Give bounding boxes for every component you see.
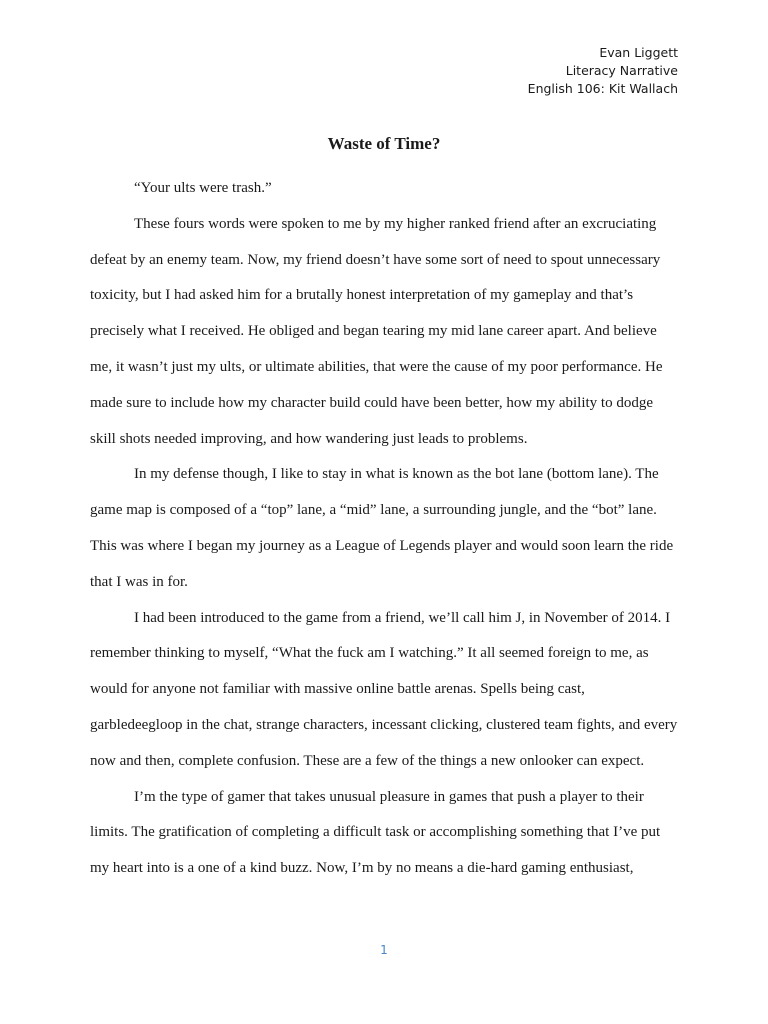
author-name: Evan Liggett (599, 45, 678, 60)
paragraph: “Your ults were trash.” (134, 180, 272, 196)
page-number: 1 (380, 943, 388, 957)
paragraph: I’m the type of gamer that takes unusual pleasure in games that push a player to their limits. The gratification of completing a difficult task or accomplishing something that I’ve put my heart into is a one of a kind buzz. Now, I’m by no means a die-hard gaming enthusiast, (90, 788, 661, 877)
document-title: Waste of Time? (327, 134, 441, 153)
assignment-name: Literacy Narrative (565, 63, 678, 78)
paragraph: I had been introduced to the game from a friend, we’ll call him J, in November of 2014. I remember thinking to myself, “What the fuck am I watching.” It all seemed foreign to me, as would for anyone not familiar with massive online battle arenas. Spells being cast, garbledeegloop in the chat, strange characters, incessant clicking, clustered team fights, and every now and then, complete confusion. These are a few of the things a new onlooker can expect. (90, 609, 678, 769)
document-header (528, 44, 678, 98)
paragraph: In my defense though, I like to stay in what is known as the bot lane (bottom lane). The game map is composed of a “top” lane, a “mid” lane, a surrounding jungle, and the “bot” lane. This was where I began my journey as a League of Legends player and would soon learn the ride that I was in for. (90, 466, 674, 590)
document-body (90, 171, 680, 887)
paragraph: These fours words were spoken to me by my higher ranked friend after an excruciating defeat by an enemy team. Now, my friend doesn’t have some sort of need to spout unnecessary toxicity, but I had asked him for a brutally honest interpretation of my gameplay and that’s precisely what I received. He obliged and began tearing my mid lane career apart. And believe me, it wasn’t just my ults, or ultimate abilities, that were the cause of my poor performance. He made sure to include how my character build could have been better, how my ability to dodge skill shots needed improving, and how wandering just leads to problems. (90, 215, 663, 447)
course-name: English 106: Kit Wallach (527, 81, 678, 96)
